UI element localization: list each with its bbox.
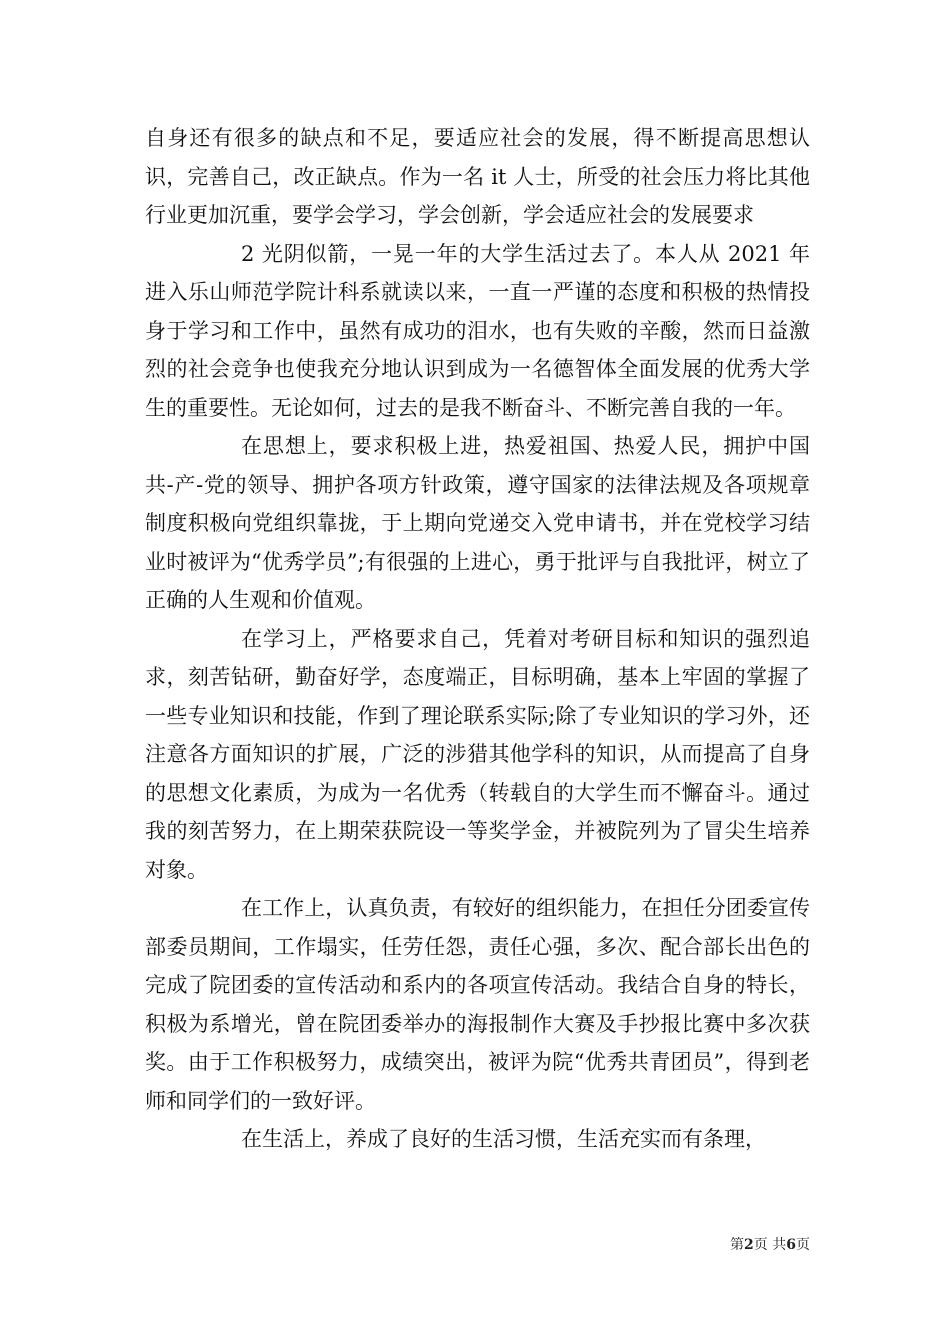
paragraph-intro: 2 光阴似箭，一晃一年的大学生活过去了。本人从 2021 年进入乐山师范学院计科系就读以来，一直一严谨的态度和积极的热情投身于学习和工作中，虽然有成功的泪水，也有失败的辛酸，然而日益激烈的社会竞争也使我充分地认识到成为一名德智体全面发展的优秀大学生的重要性。无论如何，过去的是我不断奋斗、不断完善自我的一年。 [145, 241, 810, 420]
paragraph-study: 在学习上，严格要求自己，凭着对考研目标和知识的强烈追求，刻苦钻研，勤奋好学，态度端正，目标明确，基本上牢固的掌握了一些专业知识和技能，作到了理论联系实际;除了专业知识的学习外，还注意各方面知识的扩展，广泛的涉猎其他学科的知识，从而提高了自身的思想文化素质，为成为一名优秀（转载自的大学生而不懈奋斗。通过我的刻苦努力，在上期荣获院设一等奖学金，并被院列为了冒尖生培养对象。 [145, 626, 810, 882]
document-body [145, 119, 810, 1159]
footer-total-pages: 6 [786, 1237, 796, 1253]
footer-suffix: 页 [796, 1237, 810, 1253]
footer-current-page: 2 [744, 1237, 754, 1253]
paragraph-life: 在生活上，养成了良好的生活习惯，生活充实而有条理， [241, 1127, 766, 1151]
paragraph-work: 在工作上，认真负责，有较好的组织能力，在担任分团委宣传部委员期间，工作塌实，任劳任怨，责任心强，多次、配合部长出色的完成了院团委的宣传活动和系内的各项宣传活动。我结合自身的特长，积极为系增光，曾在院团委举办的海报制作大赛及手抄报比赛中多次获奖。由于工作积极努力，成绩突出，被评为院“优秀共青团员”，得到老师和同学们的一致好评。 [145, 896, 810, 1113]
paragraph-ideology: 在思想上，要求积极上进，热爱祖国、热爱人民，拥护中国共-产-党的领导、拥护各项方针政策，遵守国家的法律法规及各项规章制度积极向党组织靠拢，于上期向党递交入党申请书，并在党校学习结业时被评为“优秀学员”;有很强的上进心，勇于批评与自我批评，树立了正确的人生观和价值观。 [145, 434, 810, 612]
footer-prefix: 第 [730, 1237, 745, 1253]
paragraph-continuation: 自身还有很多的缺点和不足，要适应社会的发展，得不断提高思想认识，完善自己，改正缺点。作为一名 it 人士，所受的社会压力将比其他行业更加沉重，要学会学习，学会创新，学会适应社会的发展要求 [145, 126, 810, 227]
footer-middle: 页 共 [753, 1237, 787, 1253]
page-number-footer [680, 1234, 810, 1254]
